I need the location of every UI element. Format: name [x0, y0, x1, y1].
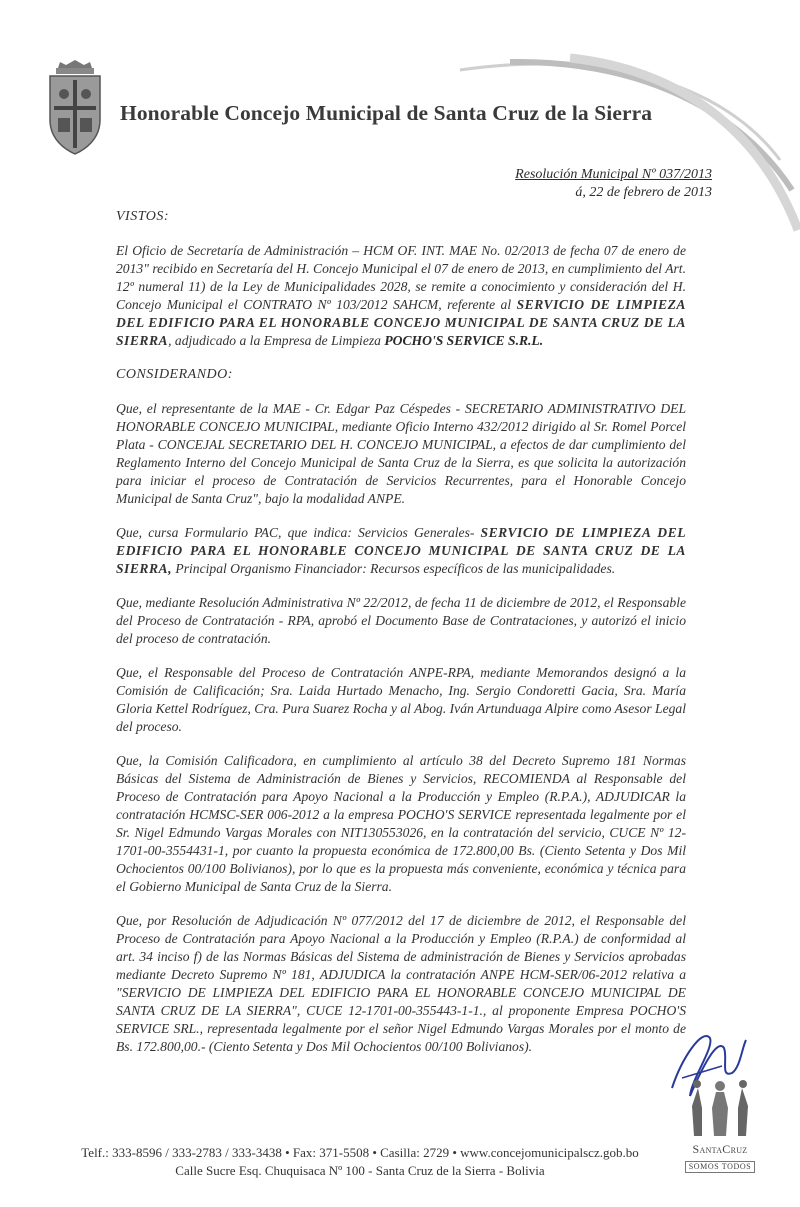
pac-text-c: Principal Organismo Financiador: Recursos específicos de las municipalidades. [172, 561, 616, 576]
considerando-paragraph-1: Que, el representante de la MAE - Cr. Edgar Paz Céspedes - SECRETARIO ADMINISTRATIVO DEL HONORABLE CONCEJO MUNICIPAL, mediante Oficio Interno 432/2012 dirigido al Sr. Romel Porcel Plata - CONCEJAL SECRETARIO DEL H. CONCEJO MUNICIPAL, a efectos de dar cumplimiento del Reglamento Interno del Concejo Municipal de Santa Cruz de la Sierra, es que solicita la autorización para iniciar el proceso de Contratación de Servicios Recurrentes, para el Honorable Concejo Municipal de Santa Cruz", bajo la modalidad ANPE. [116, 401, 686, 506]
resolution-number: Resolución Municipal Nº 037/2013 [515, 167, 712, 182]
vistos-paragraph [116, 242, 686, 350]
considerando-paragraph-4: Que, el Responsable del Proceso de Contratación ANPE-RPA, mediante Memorandos designó a la Comisión de Calificación; Sra. Laida Hurtado Menacho, Ing. Sergio Condoretti Gacia, Sra. María Gloria Kettel Rodríguez, Cra. Pura Suarez Rocha y al Abog. Iván Artunduaga Alpire como Asesor Legal del proceso. [116, 665, 686, 734]
organization-title: Honorable Concejo Municipal de Santa Cruz de la Sierra [120, 101, 653, 125]
considerando-heading: CONSIDERANDO: [116, 367, 233, 382]
pac-text-a: Que, cursa Formulario PAC, que indica: Servicios Generales- [116, 525, 481, 540]
logo-brand-text: SantaCruz [692, 1142, 748, 1156]
resolution-block [515, 166, 712, 202]
vistos-text-c: , adjudicado a la Empresa de Limpieza [168, 333, 385, 348]
considerando-paragraph-3: Que, mediante Resolución Administrativa Nº 22/2012, de fecha 11 de diciembre de 2012, el Responsable del Proceso de Contratación - RPA, aprobó el Documento Base de Contrataciones, y autorizó el inicio del proceso de contratación. [116, 595, 686, 646]
pac-service-name: SERVICIO DE LIMPIEZA DEL EDIFICIO PARA EL HONORABLE CONCEJO MUNICIPAL DE SANTA CRUZ DE LA SIERRA, [116, 525, 686, 576]
santa-cruz-logo [680, 1078, 760, 1178]
considerando-paragraph-2 [116, 524, 686, 578]
footer [40, 1144, 680, 1180]
footer-contact-line: Telf.: 333-8596 / 333-2783 / 333-3438 • Fax: 371-5508 • Casilla: 2729 • www.concejomunicipalscz.gob.bo [81, 1145, 639, 1160]
document-body [116, 208, 686, 1072]
considerando-paragraph-6: Que, por Resolución de Adjudicación Nº 077/2012 del 17 de diciembre de 2012, el Responsable del Proceso de Contratación para Apoyo Nacional a la Producción y Empleo (R.P.A.) de conformidad al art. 34 inciso f) de las Normas Básicas del Sistema de administración de Bienes y Servicios aprobadas mediante Decreto Supremo Nº 181, ADJUDICA la contratación ANPE HCM-SER/06-2012 relativa a "SERVICIO DE LIMPIEZA DEL EDIFICIO PARA EL HONORABLE CONCEJO MUNICIPAL DE SANTA CRUZ DE LA SIERRA", CUCE 12-1701-00-355443-1-1., al proponente Empresa POCHO'S SERVICE SRL., representada legalmente por el señor Nigel Edmundo Vargas Morales por el monto de Bs. 172.800,00.- (Ciento Setenta y Dos Mil Ochocientos 00/100 Bolivianos). [116, 913, 686, 1054]
coat-of-arms-icon [44, 58, 106, 156]
vistos-text-a: El Oficio de Secretaría de Administración – HCM OF. INT. MAE No. 02/2013 de fecha 07 de enero de 2013" recibido en Secretaría del H. Concejo Municipal el 07 de enero de 2013, en cumplimiento del Art. 12º numeral 11) de la Ley de Municipalidades 2028, se remite a conocimiento y consideración del H. Concejo Municipal el CONTRATO Nº 103/2012 SAHCM, referente al [116, 243, 686, 312]
people-figures-icon [680, 1078, 760, 1142]
footer-address-line: Calle Sucre Esq. Chuquisaca Nº 100 - Santa Cruz de la Sierra - Bolivia [175, 1163, 545, 1178]
vistos-service-name: SERVICIO DE LIMPIEZA DEL EDIFICIO PARA EL HONORABLE CONCEJO MUNICIPAL DE SANTA CRUZ DE LA SIERRA [116, 297, 686, 348]
logo-tagline: SOMOS TODOS [685, 1161, 756, 1173]
resolution-date: á, 22 de febrero de 2013 [575, 185, 712, 200]
vistos-heading: VISTOS: [116, 209, 170, 224]
considerando-paragraph-5: Que, la Comisión Calificadora, en cumplimiento al artículo 38 del Decreto Supremo 181 Normas Básicas del Sistema de Administración de Bienes y Servicios, RECOMIENDA al Responsable del Proceso de Contratación para Apoyo Nacional a la Producción y Empleo (R.P.A.), ADJUDICAR la contratación HCMSC-SER 006-2012 a la empresa POCHO'S SERVICE representada legalmente por el Sr. Nigel Edmundo Vargas Morales con NIT130553026, en la contratación del servicio, CUCE Nº 12-1701-00-3554431-1, por cuanto la propuesta económica de 172.800,00 Bs. (Ciento Setenta y Dos Mil Ochocientos 00/100 Bolivianos), por lo que es la propuesta más conveniente, económica y técnica para el Gobierno Municipal de Santa Cruz de la Sierra. [116, 753, 686, 894]
vistos-company-name: POCHO'S SERVICE S.R.L. [384, 333, 544, 348]
